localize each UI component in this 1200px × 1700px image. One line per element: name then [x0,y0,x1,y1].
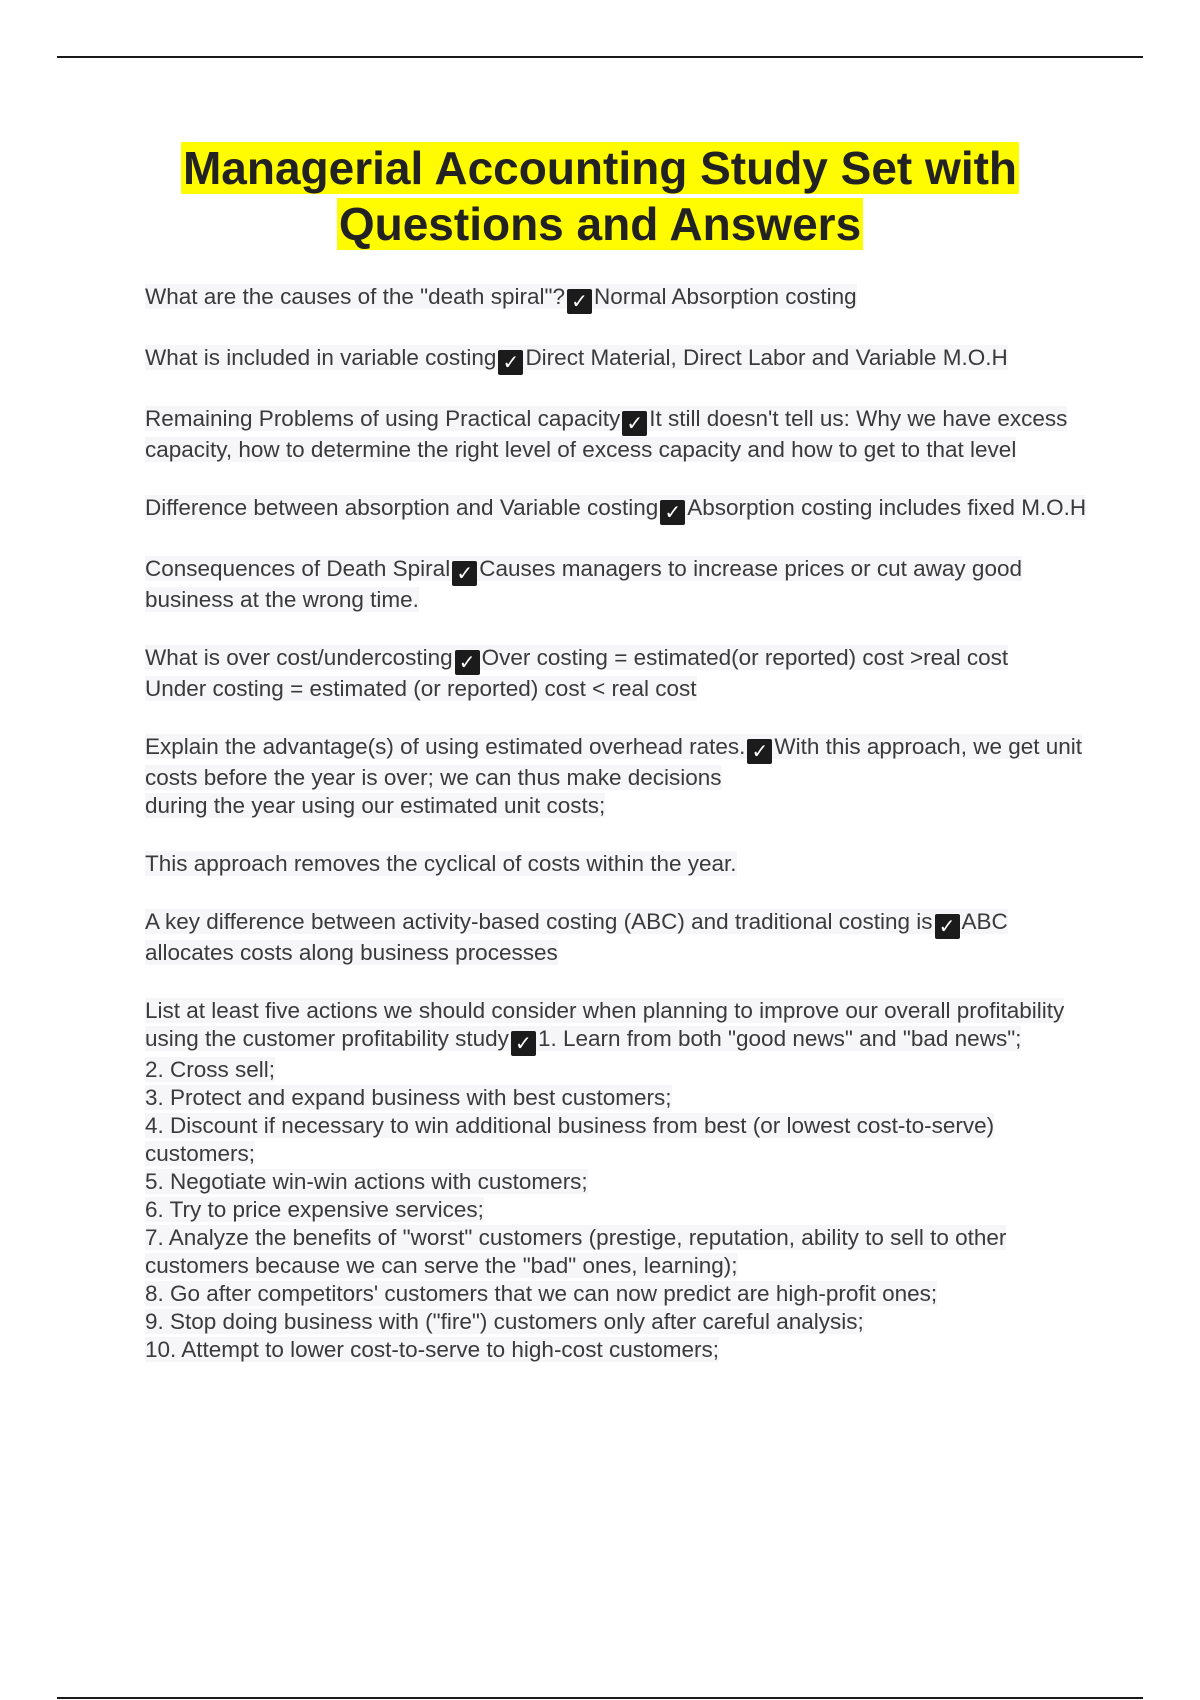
document-title [0,140,1200,252]
question-text: List at least five actions we should consider when planning to improve our overall profitability using the customer profitability study [145,998,1065,1051]
answer-text: Absorption costing includes fixed M.O.H [687,495,1087,520]
list-item: 6. Try to price expensive services; [145,1197,484,1222]
checkmark-icon: ✓ [452,561,477,586]
qa-item [145,733,1090,820]
question-text: A key difference between activity-based costing (ABC) and traditional costing is [145,909,933,934]
checkmark-icon: ✓ [622,411,647,436]
standalone-note [145,850,1090,878]
question-text: What are the causes of the "death spiral"? [145,284,565,309]
answer-text: ABC allocates costs along business processes [145,909,1008,965]
checkmark-icon: ✓ [567,289,592,314]
list-item: 2. Cross sell; [145,1057,276,1082]
list-item: 5. Negotiate win-win actions with customers; [145,1169,588,1194]
qa-item [145,405,1090,464]
question-text: Difference between absorption and Variable costing [145,495,659,520]
list-item: 8. Go after competitors' customers that we can now predict are high-profit ones; [145,1281,938,1306]
answer-text: Causes managers to increase prices or cut away good business at the wrong time. [145,556,1022,612]
question-text: Consequences of Death Spiral [145,556,451,581]
checkmark-icon: ✓ [498,350,523,375]
qa-item [145,997,1090,1364]
list-item: 3. Protect and expand business with best customers; [145,1085,672,1110]
qa-item [145,908,1090,967]
answer-text: With this approach, we get unit costs before the year is over; we can thus make decisions [145,734,1083,790]
question-text: What is included in variable costing [145,345,497,370]
checkmark-icon: ✓ [511,1031,536,1056]
qa-item [145,283,1090,314]
checkmark-icon: ✓ [660,500,685,525]
list-item: 10. Attempt to lower cost-to-serve to high-cost customers; [145,1337,719,1362]
title-line-2: Questions and Answers [338,198,862,250]
qa-item [145,644,1090,703]
answer-text: Over costing = estimated(or reported) cost >real cost [481,645,1009,670]
checkmark-icon: ✓ [747,739,772,764]
question-text: Explain the advantage(s) of using estimated overhead rates. [145,734,746,759]
answer-text-line-2: Under costing = estimated (or reported) cost < real cost [145,676,697,701]
answer-text: 1. Learn from both "good news" and "bad news"; [537,1026,1022,1051]
qa-item [145,555,1090,614]
list-item: 4. Discount if necessary to win additional business from best (or lowest cost-to-serve) customers; [145,1113,995,1166]
qa-item [145,344,1090,375]
answer-text: It still doesn't tell us: Why we have excess capacity, how to determine the right level of excess capacity and how to get to that level [145,406,1068,462]
question-text: What is over cost/undercosting [145,645,453,670]
top-divider [57,56,1143,58]
qa-list [145,283,1090,1394]
checkmark-icon: ✓ [455,650,480,675]
title-line-1: Managerial Accounting Study Set with [182,142,1018,194]
answer-text: Direct Material, Direct Labor and Variable M.O.H [525,345,1008,370]
list-item: 7. Analyze the benefits of "worst" customers (prestige, reputation, ability to sell to other customers because we can serve the "bad" ones, learning); [145,1225,1007,1278]
question-text: Remaining Problems of using Practical capacity [145,406,621,431]
qa-item [145,494,1090,525]
list-item: 9. Stop doing business with ("fire") customers only after careful analysis; [145,1309,864,1334]
answer-text: Normal Absorption costing [593,284,857,309]
checkmark-icon: ✓ [935,914,960,939]
note-text: This approach removes the cyclical of costs within the year. [145,851,737,876]
answer-text-line-2: during the year using our estimated unit costs; [145,793,606,818]
bottom-divider [57,1697,1143,1699]
